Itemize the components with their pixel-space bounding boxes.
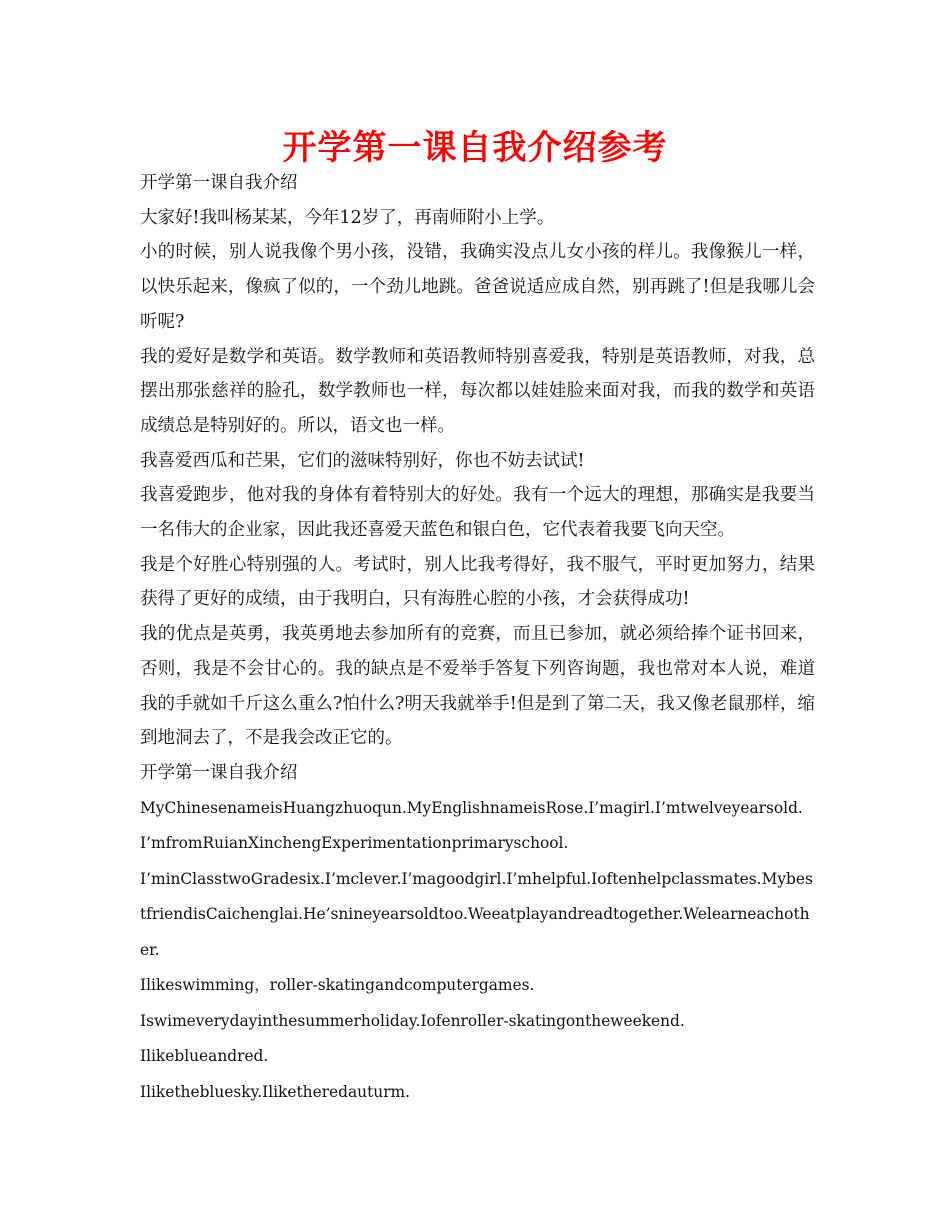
paragraph-english: Iswimeverydayinthesummerholiday.Iofenroller-skatingontheweekend. (140, 1011, 685, 1030)
paragraph-english: MyChinesenameisHuangzhuoqun.MyEnglishnameisRose.I’magirl.I’mtwelveyearsold.I’mfromRuianXinchengExperimentationprimaryschool. (140, 798, 803, 853)
document-body (140, 166, 815, 1110)
paragraph: 我是个好胜心特别强的人。考试时，别人比我考得好，我不服气，平时更加努力，结果获得了更好的成绩，由于我明白，只有海胜心腔的小孩，才会获得成功! (140, 554, 815, 610)
paragraph: 我喜爱跑步，他对我的身体有着特别大的好处。我有一个远大的理想，那确实是我要当一名伟大的企业家，因此我还喜爱天蓝色和银白色，它代表着我要飞向天空。 (140, 485, 815, 541)
paragraph: 我喜爱西瓜和芒果，它们的滋味特别好，你也不妨去试试! (140, 450, 585, 471)
paragraph-english: Ilikeswimming，roller-skatingandcomputergames. (140, 976, 535, 995)
section-heading: 开学第一课自我介绍 (140, 173, 298, 193)
section-heading: 开学第一课自我介绍 (140, 762, 298, 783)
document-title: 开学第一课自我介绍参考 (282, 128, 668, 168)
paragraph-english: Ilikethebluesky.Iliketheredauturm. (140, 1082, 411, 1101)
paragraph: 我的爱好是数学和英语。数学教师和英语教师特别喜爱我，特别是英语教师，对我，总摆出那张慈祥的脸孔，数学教师也一样，每次都以娃娃脸来面对我，而我的数学和英语成绩总是特别好的。所以，语文也一样。 (140, 346, 815, 436)
paragraph: 小的时候，别人说我像个男小孩，没错，我确实没点儿女小孩的样儿。我像猴儿一样，以快乐起来，像疯了似的，一个劲儿地跳。爸爸说适应成自然，别再跳了!但是我哪儿会听呢? (140, 242, 815, 332)
paragraph-english: Ilikeblueandred. (140, 1047, 269, 1066)
paragraph: 我的优点是英勇，我英勇地去参加所有的竞赛，而且已参加，就必须给捧个证书回来，否则，我是不会甘心的。我的缺点是不爱举手答复下列咨询题，我也常对本人说，难道我的手就如千斤这么重么?怕什么?明天我就举手!但是到了第二天，我又像老鼠那样，缩到地洞去了，不是我会改正它的。 (140, 624, 815, 749)
paragraph-english: I’minClasstwoGradesix.I’mclever.I’magoodgirl.I’mhelpful.Ioftenhelpclassmates.MybestfriendisCaichenglai.He’snineyearsoldtoo.Weeatplayandreadtogether.Welearneachother. (140, 869, 813, 959)
paragraph: 大家好!我叫杨某某，今年12岁了，再南师附小上学。 (140, 207, 555, 228)
